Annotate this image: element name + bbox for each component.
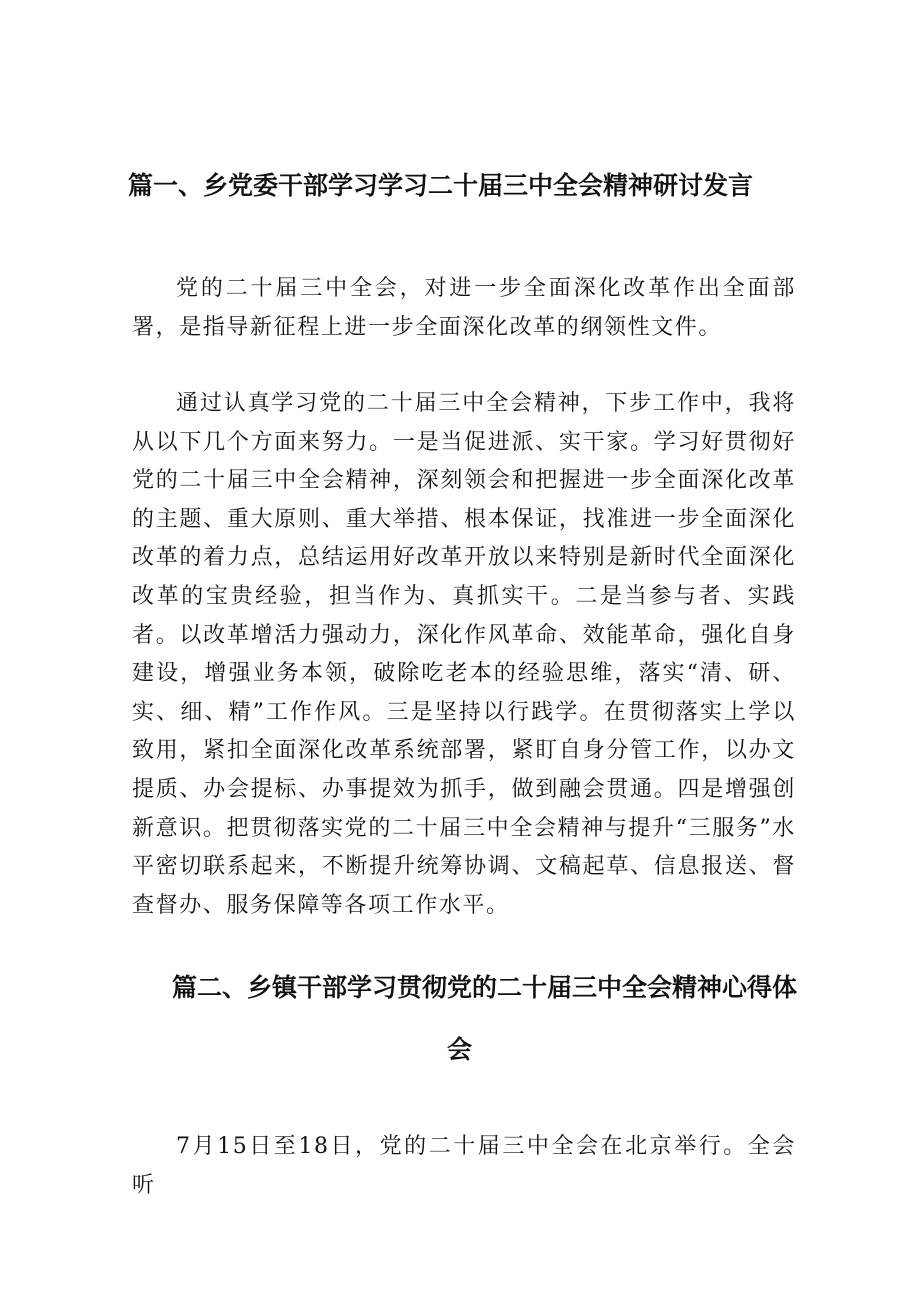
section1-title: 篇一、乡党委干部学习学习二十届三中全会精神研讨发言 (128, 171, 754, 200)
section1-paragraph-1: 党的二十届三中全会，对进一步全面深化改革作出全面部署，是指导新征程上进一步全面深化改革的纲领性文件。 (132, 276, 796, 340)
section1-paragraph-2: 通过认真学习党的二十届三中全会精神，下步工作中，我将从以下几个方面来努力。一是当促进派、实干家。学习好贯彻好党的二十届三中全会精神，深刻领会和把握进一步全面深化改革的主题、重大原则、重大举措、根本保证，找准进一步全面深化改革的着力点，总结运用好改革开放以来特别是新时代全面深化改革的宝贵经验，担当作为、真抓实干。二是当参与者、实践者。以改革增活力强动力，深化作风革命、效能革命，强化自身建设，增强业务本领，破除吃老本的经验思维，落实“清、研、实、细、精”工作作风。三是坚持以行践学。在贯彻落实上学以致用，紧扣全面深化改革系统部署，紧盯自身分管工作，以办文提质、办会提标、办事提效为抓手，做到融会贯通。四是增强创新意识。把贯彻落实党的二十届三中全会精神与提升“三服务”水平密切联系起来，不断提升统筹协调、文稿起草、信息报送、督查督办、服务保障等各项工作水平。 (132, 391, 796, 918)
section2-title-line2: 会 (447, 1035, 473, 1064)
section2-paragraph-1: 7月15日至18日，党的二十届三中全会在北京举行。全会听 (132, 1134, 796, 1198)
section2-title-line1: 篇二、乡镇干部学习贯彻党的二十届三中全会精神心得体 (172, 973, 798, 1002)
